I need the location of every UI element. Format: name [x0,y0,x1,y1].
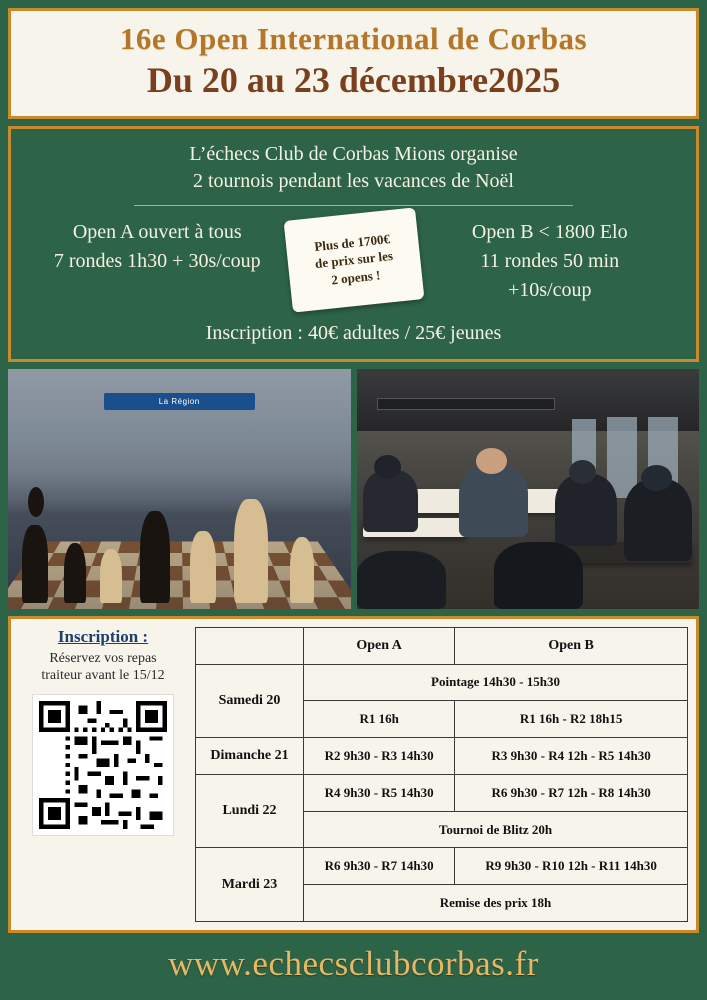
chess-piece [100,549,122,603]
player-silhouette [459,465,528,537]
player-silhouette [494,542,583,609]
website-url[interactable]: www.echecsclubcorbas.fr [168,944,539,983]
event-info-block [8,126,699,362]
prize-badge-line-1: Plus de 1700€ [313,230,391,254]
open-a-title: Open A ouvert à tous [72,220,242,243]
player-silhouette [555,474,617,546]
lundi-open-a: R4 9h30 - R5 14h30 [304,774,455,811]
prize-badge-line-3: 2 opens ! [330,266,381,288]
chess-piece [190,531,216,603]
inscription-price: Inscription : 40€ adultes / 25€ jeunes [205,321,502,344]
photo-strip [8,369,699,609]
day-label-samedi: Samedi 20 [196,664,304,738]
chess-piece [22,525,48,603]
poster-footer [8,940,699,992]
table-row [196,774,688,811]
player-head [569,460,596,484]
samedi-open-a: R1 16h [304,701,455,738]
column-header-open-b: Open B [455,627,688,664]
schedule-section [8,616,699,933]
mardi-open-a: R6 9h30 - R7 14h30 [304,848,455,885]
chess-board-photo [8,369,351,609]
pointage-cell: Pointage 14h30 - 15h30 [304,664,688,701]
open-b-detail-2: +10s/coup [507,278,592,301]
organizer-line-1: L’échecs Club de Corbas Mions organise [189,142,518,165]
tournament-hall-photo [357,369,700,609]
prize-ceremony-cell: Remise des prix 18h [304,885,688,922]
table-row [196,664,688,701]
event-title: 16e Open International de Corbas [119,21,588,56]
samedi-open-b: R1 16h - R2 18h15 [455,701,688,738]
open-b-column [429,218,670,305]
lundi-open-b: R6 9h30 - R7 12h - R8 14h30 [455,774,688,811]
prize-badge-line-2: de prix sur les [313,248,394,272]
open-b-detail-1: 11 rondes 50 min [480,249,620,272]
chess-piece [64,543,86,603]
qr-code[interactable] [33,695,173,835]
open-a-detail: 7 rondes 1h30 + 30s/coup [53,249,261,272]
tournament-columns [21,218,686,306]
mardi-open-b: R9 9h30 - R10 12h - R11 14h30 [455,848,688,885]
schedule-table [195,627,688,922]
poster-header [8,8,699,119]
inscription-title: Inscription : [57,626,149,646]
inscription-sub-1: Réservez vos repas [49,650,157,666]
prize-badge [283,207,424,312]
divider [134,205,573,206]
player-silhouette [357,551,446,609]
chess-piece [28,487,44,517]
region-banner-label: La Région [158,396,200,406]
player-head [374,455,401,479]
chess-piece [234,499,268,603]
dimanche-open-a: R2 9h30 - R3 14h30 [304,738,455,775]
column-header-open-a: Open A [304,627,455,664]
inscription-block [19,627,187,922]
qr-code-image [39,701,167,829]
player-head [641,465,672,491]
region-banner [104,393,255,410]
table-row [196,848,688,885]
player-silhouette [624,479,693,561]
day-label-dimanche: Dimanche 21 [196,738,304,775]
inscription-sub-2: traiteur avant le 15/12 [41,668,165,684]
chess-piece [140,511,170,603]
hall-banner [377,398,555,410]
player-silhouette [363,470,418,532]
table-row [196,738,688,775]
blitz-cell: Tournoi de Blitz 20h [304,811,688,848]
chess-piece [290,537,314,603]
organizer-line-2: 2 tournois pendant les vacances de Noël [192,169,514,192]
open-b-title: Open B < 1800 Elo [471,220,628,243]
event-dates: Du 20 au 23 décembre2025 [146,59,561,100]
table-corner-cell [196,627,304,664]
day-label-lundi: Lundi 22 [196,774,304,848]
table-header-row [196,627,688,664]
day-label-mardi: Mardi 23 [196,848,304,922]
open-a-column [37,218,278,276]
dimanche-open-b: R3 9h30 - R4 12h - R5 14h30 [455,738,688,775]
